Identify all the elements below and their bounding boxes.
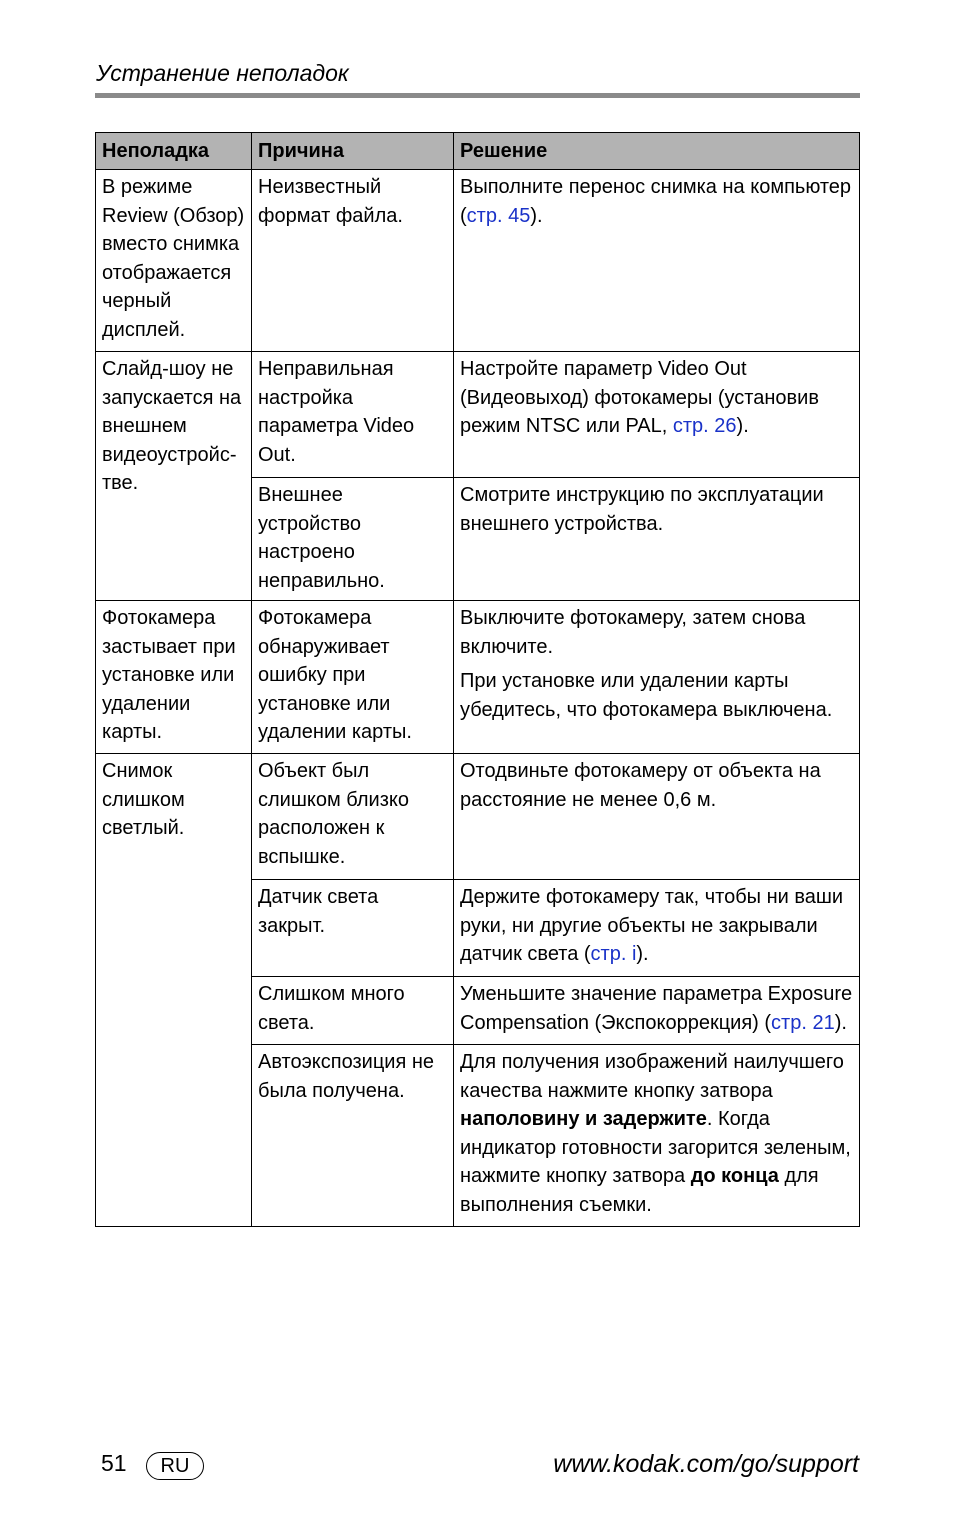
cause-cell: Объект был слишком близко расположен к вспышке. bbox=[252, 754, 454, 880]
solution-text-end: ). bbox=[736, 415, 749, 437]
language-badge: RU bbox=[146, 1452, 204, 1480]
page-header-title: Устранение неполадок bbox=[96, 60, 349, 86]
page-link[interactable]: стр. 45 bbox=[466, 204, 531, 227]
solution-text-end: ). bbox=[834, 1011, 847, 1034]
solution-text-end: ). bbox=[530, 204, 543, 227]
solution-cell bbox=[454, 601, 860, 754]
solution-text: Для получения изображений наилучшего качества нажмите кнопку затвора bbox=[460, 1051, 844, 1102]
solution-bold-text: до конца bbox=[690, 1165, 779, 1187]
solution-cell: Отодвиньте фотокамеру от объекта на расстояние не менее 0,6 м. bbox=[454, 754, 860, 880]
solution-text: Настройте параметр Video Out (Видеовыход) фотокамеры (установив режим NTSC или PAL, bbox=[460, 358, 819, 437]
solution-text: Выполните перенос снимка на компьютер ( bbox=[460, 176, 852, 227]
page-link[interactable]: стр. i bbox=[590, 943, 637, 965]
table-row bbox=[96, 170, 860, 352]
header-rule bbox=[95, 93, 860, 98]
solution-text: Держите фотокамеру так, чтобы ни ваши руки, ни другие объекты не закрывали датчик света ( bbox=[460, 886, 844, 965]
solution-text: . Когда индикатор готовности загорится зеленым, нажмите кнопку затвора bbox=[460, 1108, 851, 1187]
solution-bold-text: наполовину и задержите bbox=[460, 1108, 707, 1130]
cause-cell: Неизвестный формат файла. bbox=[252, 170, 454, 352]
solution-cell bbox=[454, 1045, 860, 1227]
table-row bbox=[96, 601, 860, 754]
column-header-problem: Неполадка bbox=[96, 133, 252, 170]
problem-cell: В режиме Review (Обзор) вместо снимка отображается черный дисплей. bbox=[96, 170, 252, 352]
column-header-cause: Причина bbox=[252, 133, 454, 170]
cause-cell: Датчик света закрыт. bbox=[252, 880, 454, 977]
table-row bbox=[96, 754, 860, 880]
solution-cell bbox=[454, 352, 860, 478]
solution-paragraph: Выключите фотокамеру, затем снова включите. bbox=[460, 607, 806, 658]
solution-text: для выполнения съемки. bbox=[460, 1165, 819, 1216]
solution-cell bbox=[454, 170, 860, 352]
solution-paragraph: При установке или удалении карты убедитесь, что фотокамера выключена. bbox=[460, 670, 833, 721]
cause-cell: Слишком много света. bbox=[252, 977, 454, 1045]
problem-cell: Снимок слишком светлый. bbox=[96, 754, 252, 1227]
page-link[interactable]: стр. 26 bbox=[672, 415, 737, 437]
problem-cell: Слайд-шоу не запускается на внешнем видеоустройс-тве. bbox=[96, 352, 252, 601]
solution-cell bbox=[454, 977, 860, 1045]
cause-cell: Фотокамера обнаруживает ошибку при установке или удалении карты. bbox=[252, 601, 454, 754]
page-number: 51 bbox=[101, 1450, 127, 1476]
cause-cell: Неправильная настройка параметра Video Out. bbox=[252, 352, 454, 478]
table-header-row bbox=[96, 133, 860, 170]
troubleshooting-table bbox=[95, 132, 860, 1227]
solution-cell: Смотрите инструкцию по эксплуатации внешнего устройства. bbox=[454, 478, 860, 601]
problem-cell: Фотокамера застывает при установке или удалении карты. bbox=[96, 601, 252, 754]
cause-cell: Автоэкспозиция не была получена. bbox=[252, 1045, 454, 1227]
support-url[interactable]: www.kodak.com/go/support bbox=[553, 1450, 859, 1478]
cause-cell: Внешнее устройство настроено неправильно. bbox=[252, 478, 454, 601]
solution-text-end: ). bbox=[636, 943, 649, 965]
solution-cell bbox=[454, 880, 860, 977]
solution-text: Уменьшите значение параметра Exposure Compensation (Экспокоррекция) ( bbox=[460, 983, 853, 1034]
table-row bbox=[96, 352, 860, 478]
page-link[interactable]: стр. 21 bbox=[771, 1011, 835, 1034]
column-header-solution: Решение bbox=[454, 133, 860, 170]
